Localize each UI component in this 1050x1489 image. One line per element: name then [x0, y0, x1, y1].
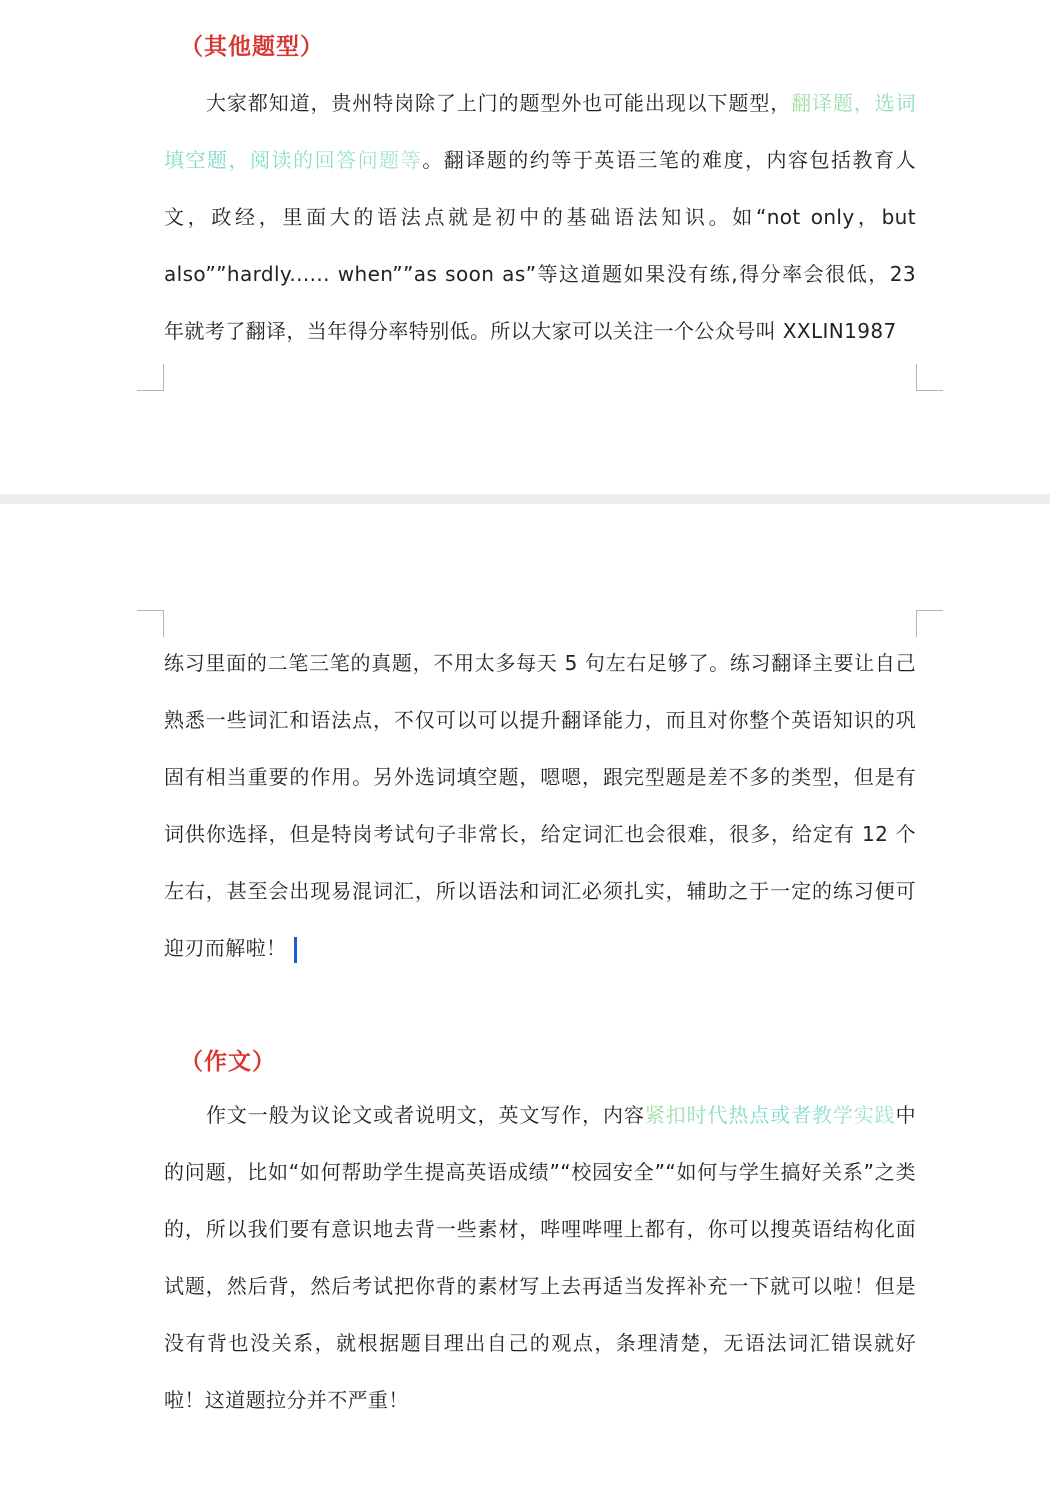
- paragraph-essay[interactable]: [164, 1087, 916, 1429]
- page-separator: [0, 494, 1050, 504]
- highlighted-text: 紧扣时代热点或者教学实践: [644, 1103, 896, 1127]
- paragraph-text-after-highlight: 。翻译题的约等于英语三笔的难度，内容包括教育人文，政经，里面大的语法点就是初中的基础语法知识。如“not only，but also””hardly...... when””as soon as”等这道题如果没有练,得分率会很低，23 年就考了翻译，当年得分率特别低。所以大家可以关注一个公众号叫 XXLIN1987: [164, 148, 916, 343]
- paragraph-text-before-highlight: 作文一般为议论文或者说明文，英文写作，内容: [206, 1103, 645, 1127]
- section-heading-essay: （作文）: [180, 1049, 276, 1075]
- paragraph-other-question-types[interactable]: [164, 75, 916, 360]
- crop-mark-top-left: [137, 610, 164, 637]
- crop-mark-bottom-left: [137, 364, 164, 391]
- crop-mark-top-right: [916, 610, 943, 637]
- text-cursor: [294, 937, 297, 963]
- section-heading-other-question-types: （其他题型）: [180, 34, 324, 60]
- document-page-1: [0, 0, 1050, 494]
- paragraph-text: 练习里面的二笔三笔的真题，不用太多每天 5 句左右足够了。练习翻译主要让自己熟悉一些词汇和语法点，不仅可以可以提升翻译能力，而且对你整个英语知识的巩固有相当重要的作用。另外选词填空题，嗯嗯，跟完型题是差不多的类型，但是有词供你选择，但是特岗考试句子非常长，给定词汇也会很难，很多，给定有 12 个左右，甚至会出现易混词汇，所以语法和词汇必须扎实，辅助之于一定的练习便可迎刃而解啦！: [164, 651, 916, 960]
- highlighted-text: 翻译题，选词填空题，阅读的回答问题等: [164, 91, 916, 172]
- document-page-2: [0, 504, 1050, 1489]
- crop-mark-bottom-right: [916, 364, 943, 391]
- paragraph-text-after-highlight: 中的问题，比如“如何帮助学生提高英语成绩”“校园安全”“如何与学生搞好关系”之类的，所以我们要有意识地去背一些素材，哔哩哔哩上都有，你可以搜英语结构化面试题，然后背，然后考试把你背的素材写上去再适当发挥补充一下就可以啦！但是没有背也没关系，就根据题目理出自己的观点，条理清楚，无语法词汇错误就好啦！这道题拉分并不严重！: [164, 1103, 916, 1412]
- paragraph-translation-continued[interactable]: [164, 635, 916, 977]
- paragraph-text-before-highlight: 大家都知道，贵州特岗除了上门的题型外也可能出现以下题型，: [206, 91, 792, 115]
